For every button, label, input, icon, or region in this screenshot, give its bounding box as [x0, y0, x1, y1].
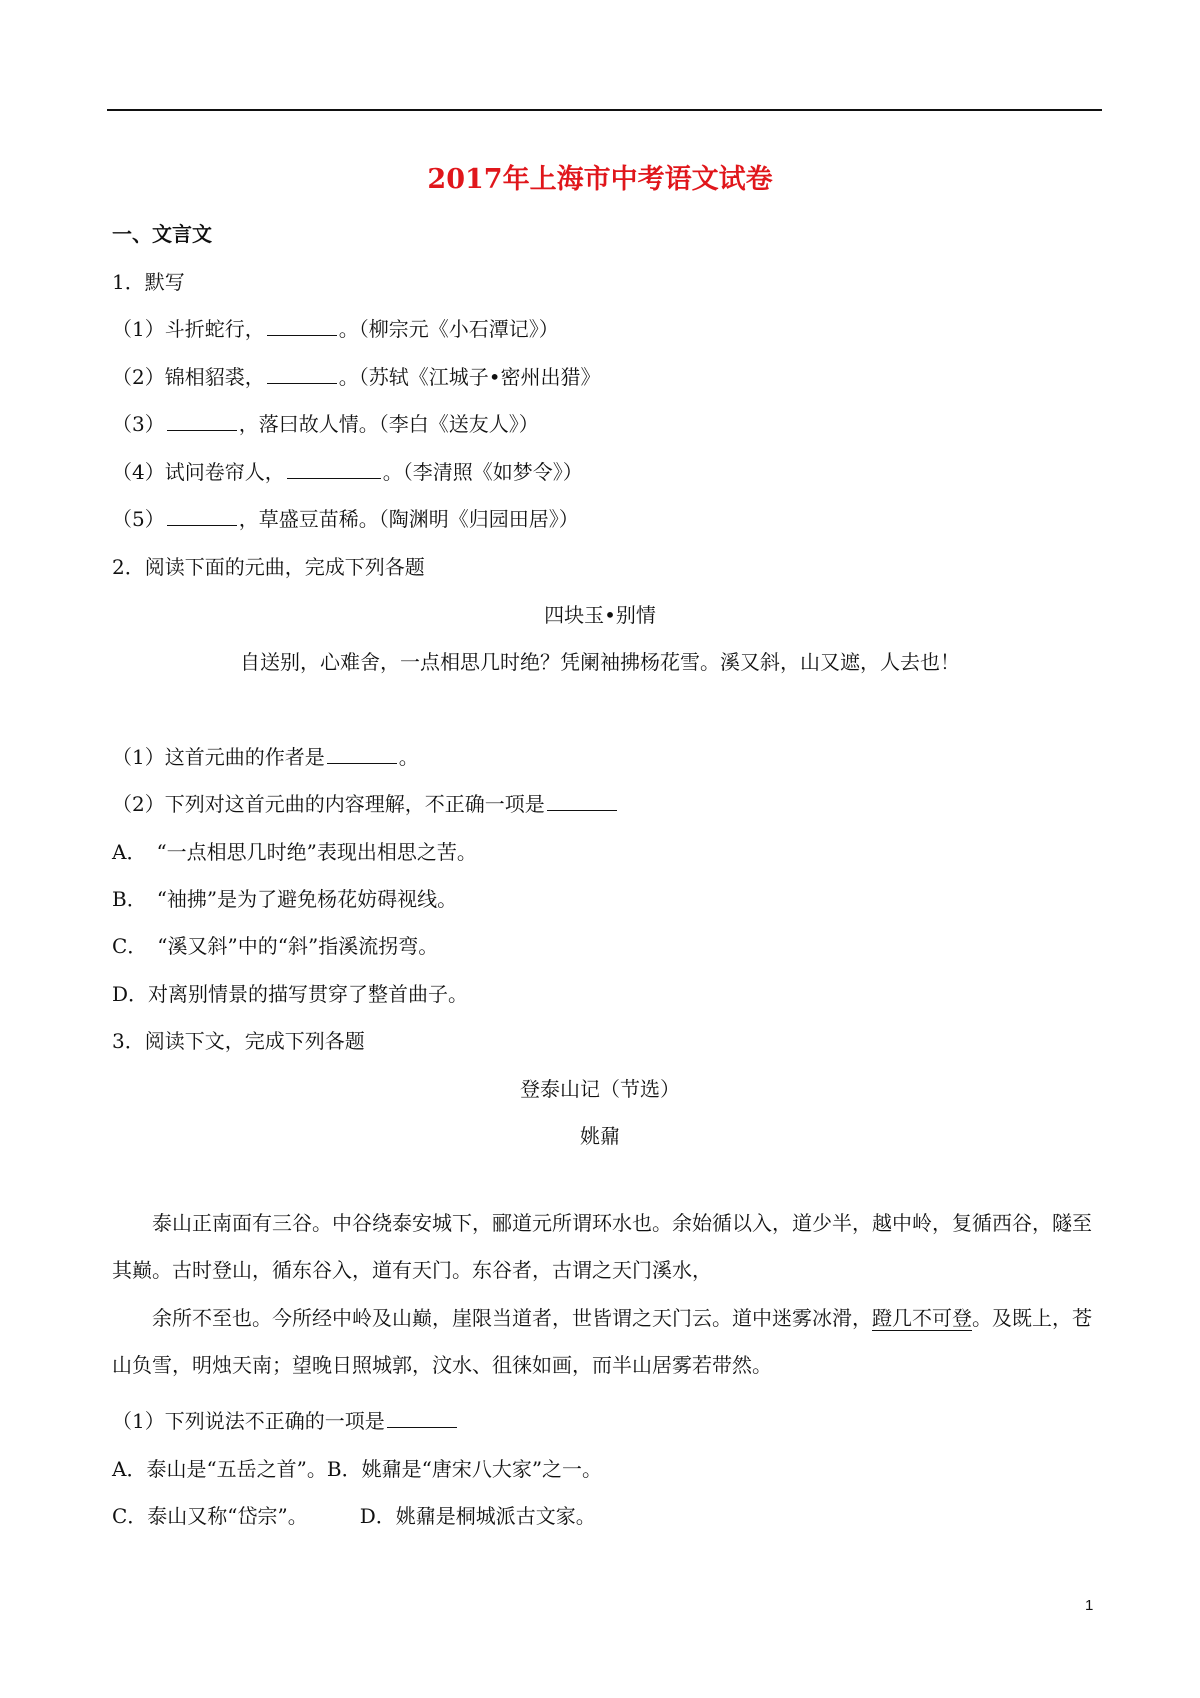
q1-item-text: （5）	[112, 507, 165, 531]
answer-blank[interactable]	[287, 460, 381, 479]
q1-item-text: （3）	[112, 412, 165, 436]
q3-options-cd	[112, 1500, 596, 1529]
q2-sub-1-end: 。	[398, 745, 419, 769]
passage-text: 。及既上，苍山负雪，明烛天南；望晚日照城郭，汶水、徂徕如画，而半山居雾若带然。	[112, 1306, 1092, 1377]
page-number: 1	[1085, 1597, 1094, 1614]
q3-sub-1	[112, 1405, 459, 1434]
answer-blank[interactable]	[547, 792, 617, 811]
q3-options-ab: A．泰山是“五岳之首”。B．姚鼐是“唐宋八大家”之一。	[112, 1457, 603, 1481]
q2-sub-2-text: （2）下列对这首元曲的内容理解，不正确一项是	[112, 792, 545, 816]
q1-item-text: （2）锦相貂裘，	[112, 365, 265, 389]
passage-text: 余所不至也。今所经中岭及山巅，崖限当道者，世皆谓之天门云。道中迷雾冰滑，	[152, 1306, 872, 1330]
q3-option-c: C．泰山又称“岱宗”。	[112, 1504, 308, 1528]
poem-text: 自送别，心难舍，一点相思几时绝？凭阑袖拂杨花雪。溪又斜，山又遮，人去也！	[240, 650, 960, 674]
poem-title: 四块玉•别情	[544, 603, 656, 627]
answer-blank[interactable]	[167, 412, 237, 431]
header-rule	[107, 109, 1102, 111]
underlined-phrase: 蹬几不可登	[872, 1306, 972, 1330]
question-1-heading: 1．默写	[112, 270, 185, 294]
answer-blank[interactable]	[387, 1409, 457, 1428]
exam-title: 2017年上海市中考语文试卷	[427, 164, 773, 195]
q1-item-5	[112, 503, 579, 532]
q3-sub-1-text: （1）下列说法不正确的一项是	[112, 1409, 385, 1433]
passage-paragraph-2	[112, 1295, 1100, 1389]
q2-sub-2	[112, 788, 619, 817]
q1-item-text: ，草盛豆苗稀。（陶渊明《归园田居》）	[238, 507, 579, 531]
q3-option-d: D．姚鼐是桐城派古文家。	[359, 1504, 596, 1528]
q1-item-2	[112, 361, 601, 390]
q1-item-text: （1）斗折蛇行，	[112, 317, 265, 341]
q2-option-a: A． “一点相思几时绝”表现出相思之苦。	[112, 840, 477, 864]
q2-sub-1-text: （1）这首元曲的作者是	[112, 745, 325, 769]
q1-item-3	[112, 408, 539, 437]
question-3-heading: 3．阅读下文，完成下列各题	[112, 1029, 365, 1053]
q2-sub-1	[112, 741, 419, 770]
q1-item-4	[112, 456, 583, 485]
text-author: 姚鼐	[580, 1124, 620, 1148]
question-2-heading: 2．阅读下面的元曲，完成下列各题	[112, 555, 425, 579]
q1-item-text: ，落曰故人情。（李白《送友人》）	[238, 412, 539, 436]
q1-item-text: 。（苏轼《江城子•密州出猎》	[338, 365, 601, 389]
section-heading: 一、文言文	[112, 222, 212, 246]
q1-item-text: 。（柳宗元《小石潭记》）	[338, 317, 559, 341]
answer-blank[interactable]	[267, 365, 337, 384]
passage-paragraph-1	[112, 1200, 1100, 1294]
q1-item-text: （4）试问卷帘人，	[112, 460, 285, 484]
answer-blank[interactable]	[327, 745, 397, 764]
q1-item-1	[112, 313, 559, 342]
text-title: 登泰山记（节选）	[520, 1077, 680, 1101]
q2-option-b: B． “袖拂”是为了避免杨花妨碍视线。	[112, 887, 458, 911]
q2-option-c: C． “溪又斜”中的“斜”指溪流拐弯。	[112, 934, 439, 958]
q2-option-d: D．对离别情景的描写贯穿了整首曲子。	[112, 982, 469, 1006]
q1-item-text: 。（李清照《如梦令》）	[382, 460, 583, 484]
answer-blank[interactable]	[167, 507, 237, 526]
answer-blank[interactable]	[267, 317, 337, 336]
passage-text: 泰山正南面有三谷。中谷绕泰安城下，郦道元所谓环水也。余始循以入，道少半，越中岭，复循西谷，隧至其巅。古时登山，循东谷入，道有天门。东谷者，古谓之天门溪水，	[112, 1211, 1092, 1282]
